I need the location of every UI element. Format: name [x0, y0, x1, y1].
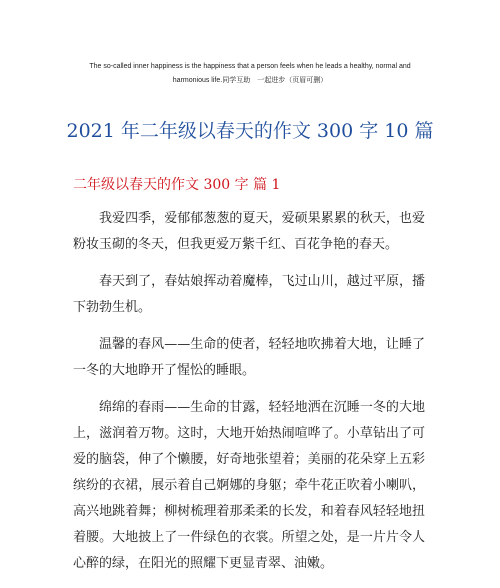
header-line-2: harmonious life.同学互助 一起进步（页眉可删）	[172, 77, 328, 84]
paragraph-2: 春天到了，春姑娘挥动着魔棒，飞过山川，越过平原，播下勃勃生机。	[73, 274, 425, 315]
document-title: 2021 年二年级以春天的作文 300 字 10 篇	[66, 120, 434, 142]
paragraph-3: 温馨的春风——生命的使者，轻轻地吹拂着大地，让睡了一冬的大地睁开了惺忪的睡眼。	[73, 337, 425, 378]
section-heading: 二年级以春天的作文 300 字 篇 1	[73, 177, 281, 193]
paragraph-4: 绵绵的春雨——生命的甘露，轻轻地洒在沉睡一冬的大地上，滋润着万物。这时，大地开始热闹喧哗了。小草钻出了可爱的脑袋，伸了个懒腰，好奇地张望着；美丽的花朵穿上五彩缤纷的衣裙，展示着自己婀娜的身躯；牵牛花正吹着小喇叭，高兴地跳着舞；柳树梳理着那柔柔的长发，和着春风轻轻地扭着腰。大地披上了一件绿色的衣裳。所望之处，是一片片令人心醉的绿，在阳光的照耀下更显青翠、油嫩。	[73, 400, 425, 571]
article-body	[73, 206, 425, 588]
paragraph-1: 我爱四季，爱郁郁葱葱的夏天，爱硕果累累的秋天，也爱粉妆玉砌的冬天，但我更爱万紫千红、百花争艳的春天。	[73, 211, 425, 252]
header-line-1: The so-called inner happiness is the happiness that a person feels when he leads a healthy, normal and	[89, 63, 411, 70]
